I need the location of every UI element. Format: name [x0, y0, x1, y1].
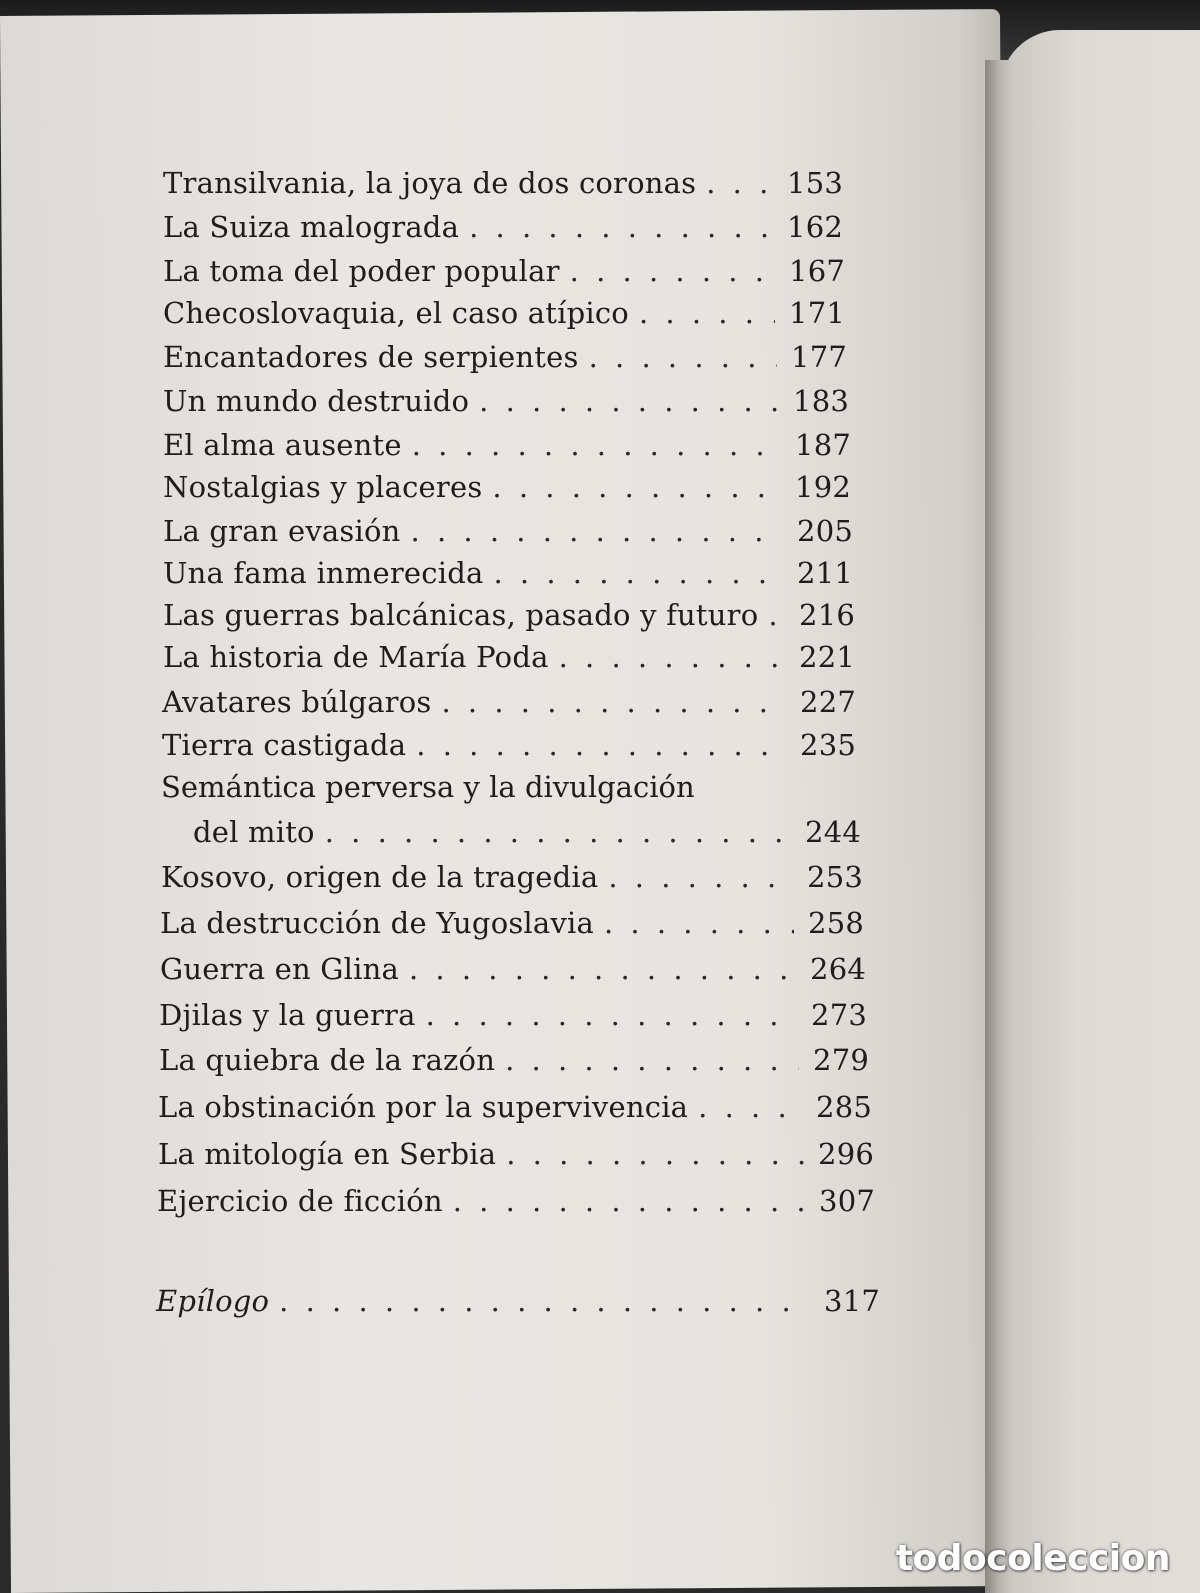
watermark-logo: todocoleccion — [895, 1538, 1170, 1579]
toc-entry-title: Guerra en Glina — [160, 952, 399, 986]
toc-dot-leader — [506, 1137, 804, 1171]
toc-dot-leader — [604, 906, 794, 940]
toc-entry-title-line1: Semántica perversa y la divulgación — [161, 770, 695, 804]
toc-entry — [163, 254, 845, 288]
toc-dot-leader — [706, 166, 773, 200]
toc-entry-page: 285 — [816, 1090, 872, 1124]
toc-entry-title: Nostalgias y placeres — [163, 470, 483, 504]
toc-dot-leader — [325, 815, 791, 849]
toc-dot-leader — [505, 1043, 799, 1077]
toc-entry — [158, 1090, 872, 1124]
toc-entry-page: 253 — [807, 860, 863, 894]
toc-entry-title: El alma ausente — [163, 428, 402, 462]
toc-entry-page: 244 — [805, 815, 861, 849]
toc-entry-title: La mitología en Serbia — [158, 1137, 497, 1171]
toc-entry-page: 216 — [799, 598, 855, 632]
toc-entry-title: Djilas y la guerra — [159, 998, 416, 1032]
toc-entry-title: La Suiza malograda — [163, 210, 460, 244]
toc-entry-page: 317 — [824, 1284, 880, 1318]
toc-entry-page: 211 — [797, 556, 853, 590]
toc-entry-page: 187 — [795, 428, 851, 462]
toc-entry-title: Checoslovaquia, el caso atípico — [163, 296, 629, 330]
toc-entry — [159, 1043, 869, 1077]
toc-entry-epilogue — [156, 1284, 880, 1318]
toc-entry-page: 205 — [797, 514, 853, 548]
toc-entry — [163, 514, 853, 548]
toc-entry-page: 183 — [793, 384, 849, 418]
toc-entry-title: del mito — [193, 815, 315, 849]
toc-entry-title: La quiebra de la razón — [159, 1043, 496, 1077]
toc-dot-leader — [453, 1184, 805, 1218]
toc-entry — [163, 384, 849, 418]
toc-dot-leader — [426, 998, 797, 1032]
toc-entry — [163, 296, 845, 330]
toc-entry — [163, 598, 855, 632]
toc-dot-leader — [416, 728, 786, 762]
toc-entry-title: Kosovo, origen de la tragedia — [161, 860, 599, 894]
toc-entry-page: 153 — [787, 166, 843, 200]
toc-dot-leader — [411, 514, 783, 548]
toc-entry-page: 273 — [811, 998, 867, 1032]
toc-entry — [160, 952, 866, 986]
toc-entry — [163, 210, 843, 244]
toc-entry-page: 279 — [813, 1043, 869, 1077]
toc-entry — [160, 906, 864, 940]
toc-dot-leader — [412, 428, 781, 462]
toc-entry-page: 264 — [810, 952, 866, 986]
toc-dot-leader — [469, 210, 773, 244]
toc-entry-title: Encantadores de serpientes — [163, 340, 579, 374]
toc-entry-page: 221 — [799, 640, 855, 674]
toc-entry-page: 296 — [818, 1137, 874, 1171]
toc-dot-leader — [698, 1090, 802, 1124]
toc-entry-title: Ejercicio de ficción — [157, 1184, 443, 1218]
toc-entry-title: La destrucción de Yugoslavia — [160, 906, 594, 940]
toc-entry-title: Transilvania, la joya de dos coronas — [163, 166, 697, 200]
toc-entry-title: La toma del poder popular — [163, 254, 560, 288]
toc-entry-title: La gran evasión — [163, 514, 401, 548]
toc-dot-leader — [492, 470, 781, 504]
toc-entry — [163, 340, 847, 374]
toc-entry — [163, 640, 855, 674]
toc-entry — [162, 685, 856, 719]
toc-dot-leader — [639, 296, 775, 330]
toc-entry-title: Avatares búlgaros — [162, 685, 432, 719]
toc-dot-leader — [479, 384, 779, 418]
toc-entry — [158, 1137, 874, 1171]
toc-entry-title: La obstinación por la supervivencia — [158, 1090, 689, 1124]
toc-entry-page: 171 — [789, 296, 845, 330]
toc-entry — [159, 998, 867, 1032]
toc-entry — [163, 470, 851, 504]
toc-entry-title: Una fama inmerecida — [163, 556, 484, 590]
toc-entry-page: 307 — [819, 1184, 875, 1218]
toc-entry — [157, 1184, 875, 1218]
toc-entry-page: 177 — [791, 340, 847, 374]
toc-entry-title: Las guerras balcánicas, pasado y futuro — [163, 598, 759, 632]
toc-entry-page: 167 — [789, 254, 845, 288]
toc-entry — [162, 728, 856, 762]
toc-entry-title: Tierra castigada — [162, 728, 407, 762]
toc-entry — [163, 428, 851, 462]
toc-dot-leader — [493, 556, 783, 590]
toc-entry-title: Epílogo — [156, 1284, 270, 1318]
toc-entry-page: 235 — [800, 728, 856, 762]
toc-entry-page: 227 — [800, 685, 856, 719]
toc-entry-title: La historia de María Poda — [163, 640, 549, 674]
toc-dot-leader — [279, 1284, 810, 1318]
toc-dot-leader — [570, 254, 775, 288]
toc-entry — [193, 815, 861, 849]
toc-dot-leader — [441, 685, 786, 719]
toc-entry — [161, 860, 863, 894]
toc-entry — [163, 556, 853, 590]
toc-dot-leader — [608, 860, 793, 894]
toc-entry — [163, 166, 843, 200]
toc-dot-leader — [559, 640, 785, 674]
toc-entry-page: 162 — [787, 210, 843, 244]
toc-dot-leader — [589, 340, 777, 374]
toc-entry-title: Un mundo destruido — [163, 384, 470, 418]
toc-entry-page: 258 — [808, 906, 864, 940]
toc-entry-page: 192 — [795, 470, 851, 504]
toc-dot-leader — [409, 952, 796, 986]
toc-dot-leader — [768, 598, 785, 632]
